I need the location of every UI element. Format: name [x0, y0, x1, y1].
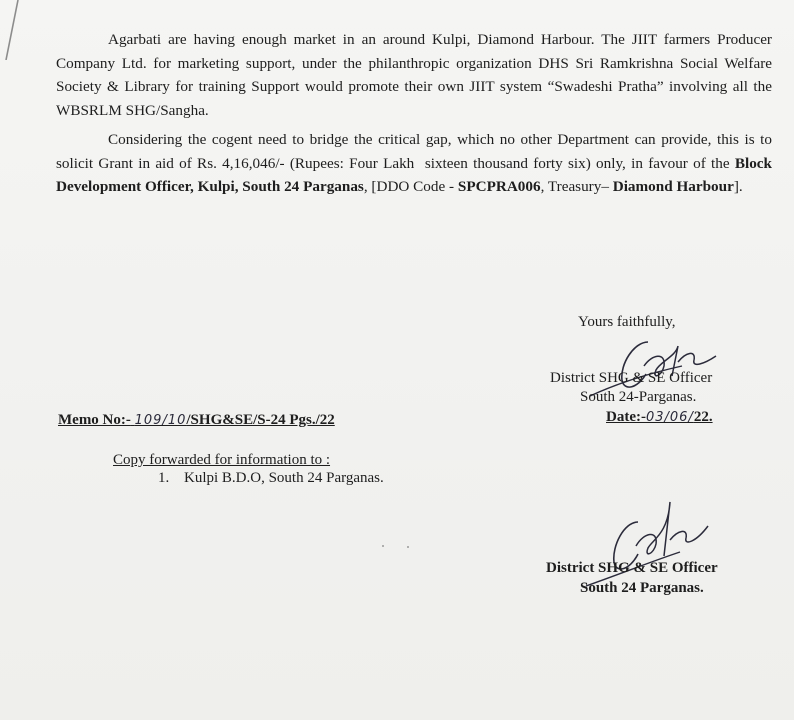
paragraph-2-text-b: , [DDO Code - [363, 178, 458, 195]
letter-date [606, 406, 713, 429]
paragraph-2-bdo: Block Development Officer, Kulpi, South 24 Parganas [56, 154, 772, 195]
date-label: Date:- [606, 409, 646, 425]
officer-place-1: South 24-Parganas. [580, 389, 697, 405]
paragraph-2-ddo-code: SPCPRA006 [457, 178, 541, 195]
memo-suffix: /SHG&SE/S-24 Pgs./22 [186, 412, 335, 428]
copy-item-number: 1. [158, 470, 170, 486]
paragraph-1-text: Agarbati are having enough market in an around Kulpi, Diamond Harbour. The JIIT farmers Producer Company Ltd. for marketing support, under the philanthropic organization DHS Sri Ramkrishna Social Welfare Society & Library for training Support would promote their own JIIT system “Swadeshi Pratha” involving all the WBSRLM SHG/Sangha. [56, 31, 772, 119]
officer-designation-2: District SHG & SE Officer [546, 560, 718, 576]
copy-forward-title: Copy forwarded for information to : [113, 452, 331, 468]
date-handwritten: 03/06/ [645, 410, 694, 425]
paper-speck [407, 546, 409, 548]
copy-item-text: Kulpi B.D.O, South 24 Parganas. [184, 470, 384, 486]
date-year: 22. [693, 409, 713, 425]
closing-salutation: Yours faithfully, [578, 314, 676, 330]
copy-forward-item [158, 470, 384, 487]
paper-speck [382, 545, 384, 547]
officer-designation-1: District SHG & SE Officer [550, 370, 713, 386]
memo-number [58, 412, 335, 429]
memo-handwritten-number: 109/10 [134, 413, 187, 428]
paragraph-grant-request [56, 128, 772, 199]
paragraph-2-text-a: Considering the cogent need to bridge the critical gap, which no other Department can provide, this is to solicit Grant in aid of Rs. 4,16,046/- (Rupees: Four Lakh sixteen thousand forty six) only, in favour of the [56, 131, 772, 172]
paragraph-2-text-c: , Treasury– [540, 178, 613, 195]
officer-place-2: South 24 Parganas. [580, 580, 704, 596]
memo-prefix: Memo No:- [58, 412, 131, 428]
paragraph-2-text-d: ]. [733, 178, 743, 195]
paragraph-agarbati-market [56, 28, 772, 122]
page-fold-mark [0, 0, 40, 60]
paragraph-2-treasury: Diamond Harbour [612, 178, 734, 195]
